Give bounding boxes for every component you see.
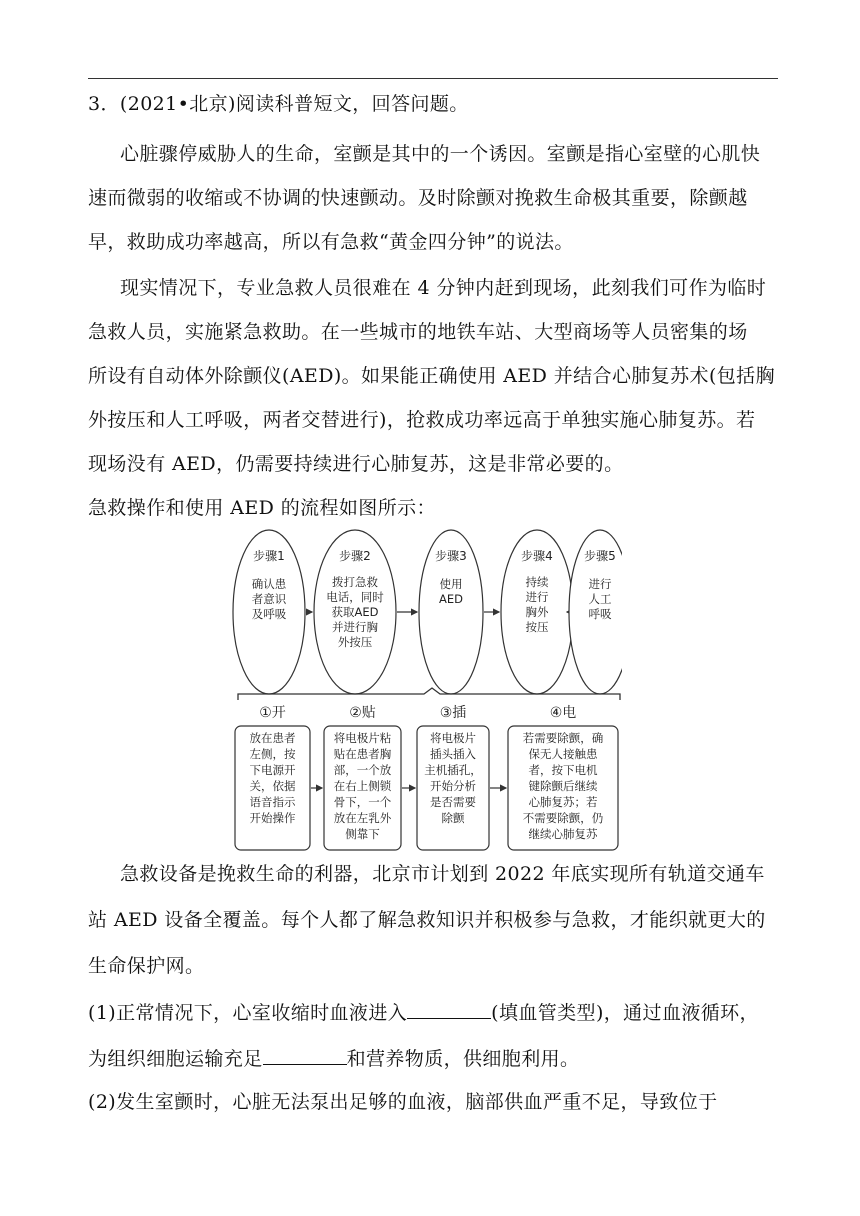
question-header: 3．(2021•北京)阅读科普短文，回答问题。	[88, 93, 469, 115]
substep-2-text-line: 贴在患者胸	[333, 747, 392, 761]
paragraph-2-line-1: 现实情况下，专业急救人员很难在 4 分钟内赶到现场，此刻我们可作为临时	[120, 277, 767, 299]
substep-4-text-line: 保无人接触患	[528, 747, 598, 761]
diagram-intro: 急救操作和使用 AED 的流程如图所示：	[88, 497, 436, 519]
aed-flowchart	[232, 526, 622, 856]
paragraph-2-line-4: 外按压和人工呼吸，两者交替进行)，抢救成功率远高于单独实施心肺复苏。若	[88, 409, 756, 431]
question-2-line-1: (2)发生室颤时，心脏无法泵出足够的血液，脑部供血严重不足，导致位于	[88, 1091, 718, 1113]
substep-1-text-line: 下电源开	[249, 763, 296, 777]
step-title-1: 步骤1	[253, 549, 285, 563]
substep-3-text-line: 除颤	[441, 811, 465, 825]
substep-2-text-line: 部，一个放	[333, 763, 392, 777]
substep-3-text-line: 开始分析	[430, 779, 476, 793]
substep-3-text-line: 主机插孔，	[424, 763, 482, 777]
paragraph-2-line-5: 现场没有 AED，仍需要持续进行心肺复苏，这是非常必要的。	[88, 453, 624, 475]
step-3-text-line: 使用	[439, 577, 463, 591]
substep-2-text-line: 骨下，一个	[333, 795, 392, 809]
question-1-line-2	[88, 1046, 579, 1071]
substep-title-3: ③插	[439, 705, 467, 721]
substep-3-text-line: 将电极片	[430, 731, 476, 745]
substep-4-text-line: 若需要除颤，确	[522, 731, 604, 745]
substep-4-text-line: 不需要除颤，仍	[522, 811, 604, 825]
brace-bracket	[238, 688, 620, 700]
step-2-text-line: 获取AED	[331, 605, 379, 619]
substep-4-text-line: 继续心肺复苏	[528, 827, 598, 841]
step-4-text-line: 进行	[525, 590, 549, 604]
answer-blank-1[interactable]	[407, 1000, 491, 1019]
step-5-text-line: 进行	[588, 577, 612, 591]
step-4-text-line: 持续	[525, 575, 549, 589]
paragraph-3-line-1: 急救设备是挽救生命的利器，北京市计划到 2022 年底实现所有轨道交通车	[120, 863, 765, 885]
question-1-text-d: 和营养物质，供细胞利用。	[346, 1048, 580, 1070]
paragraph-1-line-1: 心脏骤停威胁人的生命，室颤是其中的一个诱因。室颤是指心室壁的心肌快	[120, 143, 761, 165]
step-5-text-line: 呼吸	[588, 607, 612, 621]
substep-title-2: ②贴	[349, 705, 376, 721]
step-title-5: 步骤5	[584, 549, 616, 563]
paragraph-3-line-2: 站 AED 设备全覆盖。每个人都了解急救知识并积极参与急救，才能织就更大的	[88, 909, 766, 931]
substep-2-text-line: 侧靠下	[345, 827, 380, 841]
substep-2-text-line: 将电极片粘	[333, 731, 392, 745]
substep-1-text-line: 放在患者	[249, 731, 296, 745]
paragraph-1-line-3: 早，救助成功率越高，所以有急救“黄金四分钟”的说法。	[88, 231, 574, 253]
paragraph-3-line-3: 生命保护网。	[88, 955, 205, 977]
step-1-text-line: 确认患	[251, 577, 287, 591]
paragraph-2-line-3: 所设有自动体外除颤仪(AED)。如果能正确使用 AED 并结合心肺复苏术(包括胸	[88, 365, 775, 387]
question-1-text-a: (1)正常情况下，心室收缩时血液进入	[88, 1002, 408, 1024]
substep-2-text-line: 放在左乳外	[333, 811, 392, 825]
step-1-text-line: 者意识	[251, 592, 287, 606]
step-2-text-line: 并进行胸	[332, 620, 378, 634]
substep-3-text-line: 是否需要	[430, 795, 476, 809]
substep-1-text-line: 开始操作	[249, 811, 296, 825]
paragraph-2-line-2: 急救人员，实施紧急救助。在一些城市的地铁车站、大型商场等人员密集的场	[88, 321, 748, 343]
substep-1-text-line: 关，依据	[249, 779, 296, 793]
paragraph-1-line-2: 速而微弱的收缩或不协调的快速颤动。及时除颤对挽救生命极其重要，除颤越	[88, 187, 748, 209]
step-2-text-line: 电话，同时	[326, 590, 384, 604]
answer-blank-2[interactable]	[263, 1046, 347, 1065]
step-title-3: 步骤3	[435, 549, 467, 563]
step-1-text-line: 及呼吸	[251, 607, 287, 621]
substep-1-text-line: 语音指示	[249, 795, 296, 809]
substep-4-text-line: 键除颤后继续	[528, 779, 598, 793]
question-1-line-1	[88, 1000, 759, 1025]
step-title-2: 步骤2	[339, 549, 371, 563]
substep-4-text-line: 者，按下电机	[528, 763, 598, 777]
step-5-text-line: 人工	[588, 592, 612, 606]
question-1-text-b: (填血管类型)，通过血液循环，	[491, 1002, 759, 1024]
substep-title-1: ①开	[259, 705, 286, 721]
top-rule	[88, 78, 778, 79]
substep-1-text-line: 左侧，按	[249, 747, 296, 761]
step-2-text-line: 外按压	[337, 635, 373, 649]
step-2-text-line: 拨打急救	[332, 575, 378, 589]
substep-2-text-line: 在右上侧锁	[333, 779, 392, 793]
step-title-4: 步骤4	[521, 549, 553, 563]
question-1-text-c: 为组织细胞运输充足	[88, 1048, 263, 1070]
step-3-text-line: AED	[439, 592, 463, 606]
substep-4-text-line: 心肺复苏；若	[528, 795, 598, 809]
substep-3-text-line: 插头插入	[430, 747, 476, 761]
step-4-text-line: 胸外	[525, 605, 549, 619]
substep-title-4: ④电	[549, 705, 577, 721]
step-4-text-line: 按压	[525, 620, 549, 634]
